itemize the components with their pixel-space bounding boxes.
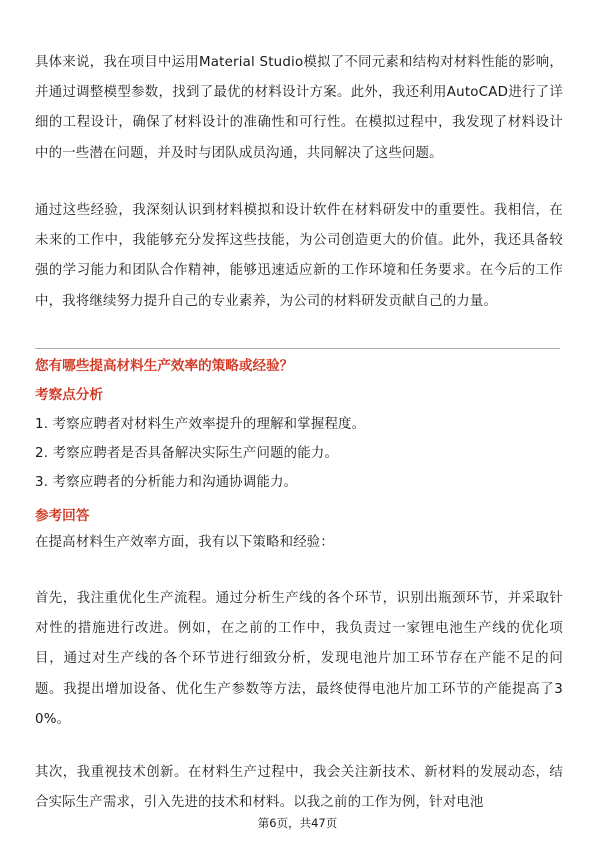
answer-intro: 在提高材料生产效率方面，我有以下策略和经验： [35,535,334,550]
analysis-heading: 考察点分析 [35,387,103,403]
body-paragraph-1: 具体来说，我在项目中运用Material Studio模拟了不同元素和结构对材料性能的影响，并通过调整模型参数，找到了最优的材料设计方案。此外，我还利用AutoCAD进行了详细的工程设计，确保了材料设计的准确性和可行性。在模拟过程中，我发现了材料设计中的一些潜在问题，并及时与团队成员沟通，共同解决了这些问题。 [35,55,563,161]
analysis-list [35,410,563,497]
answer-heading: 参考回答 [35,508,90,524]
answer-paragraph-1: 首先，我注重优化生产流程。通过分析生产线的各个环节，识别出瓶颈环节，并采取针对性的措施进行改进。例如，在之前的工作中，我负责过一家锂电池生产线的优化项目，通过对生产线的各个环节进行细致分析，发现电池片加工环节存在产能不足的问题。我提出增加设备、优化生产参数等方法，最终使得电池片加工环节的产能提高了30%。 [35,591,563,727]
answer-paragraph-2: 其次，我重视技术创新。在材料生产过程中，我会关注新技术、新材料的发展动态，结合实际生产需求，引入先进的技术和材料。以我之前的工作为例，针对电池 [35,765,563,811]
section-divider [35,348,560,349]
page-number: 第6页，共47页 [257,816,338,830]
body-paragraph-2: 通过这些经验，我深刻认识到材料模拟和设计软件在材料研发中的重要性。我相信，在未来的工作中，我能够充分发挥这些技能，为公司创造更大的价值。此外，我还具备较强的学习能力和团队合作精神，能够迅速适应新的工作环境和任务要求。在今后的工作中，我将继续努力提升自己的专业素养，为公司的材料研发贡献自己的力量。 [35,203,563,309]
question-title: 您有哪些提高材料生产效率的策略或经验？ [35,358,294,374]
list-item: 2. 考察应聘者是否具备解决实际生产问题的能力。 [35,446,339,461]
list-item: 3. 考察应聘者的分析能力和沟通协调能力。 [35,475,298,490]
list-item: 1. 考察应聘者对材料生产效率提升的理解和掌握程度。 [35,417,366,432]
